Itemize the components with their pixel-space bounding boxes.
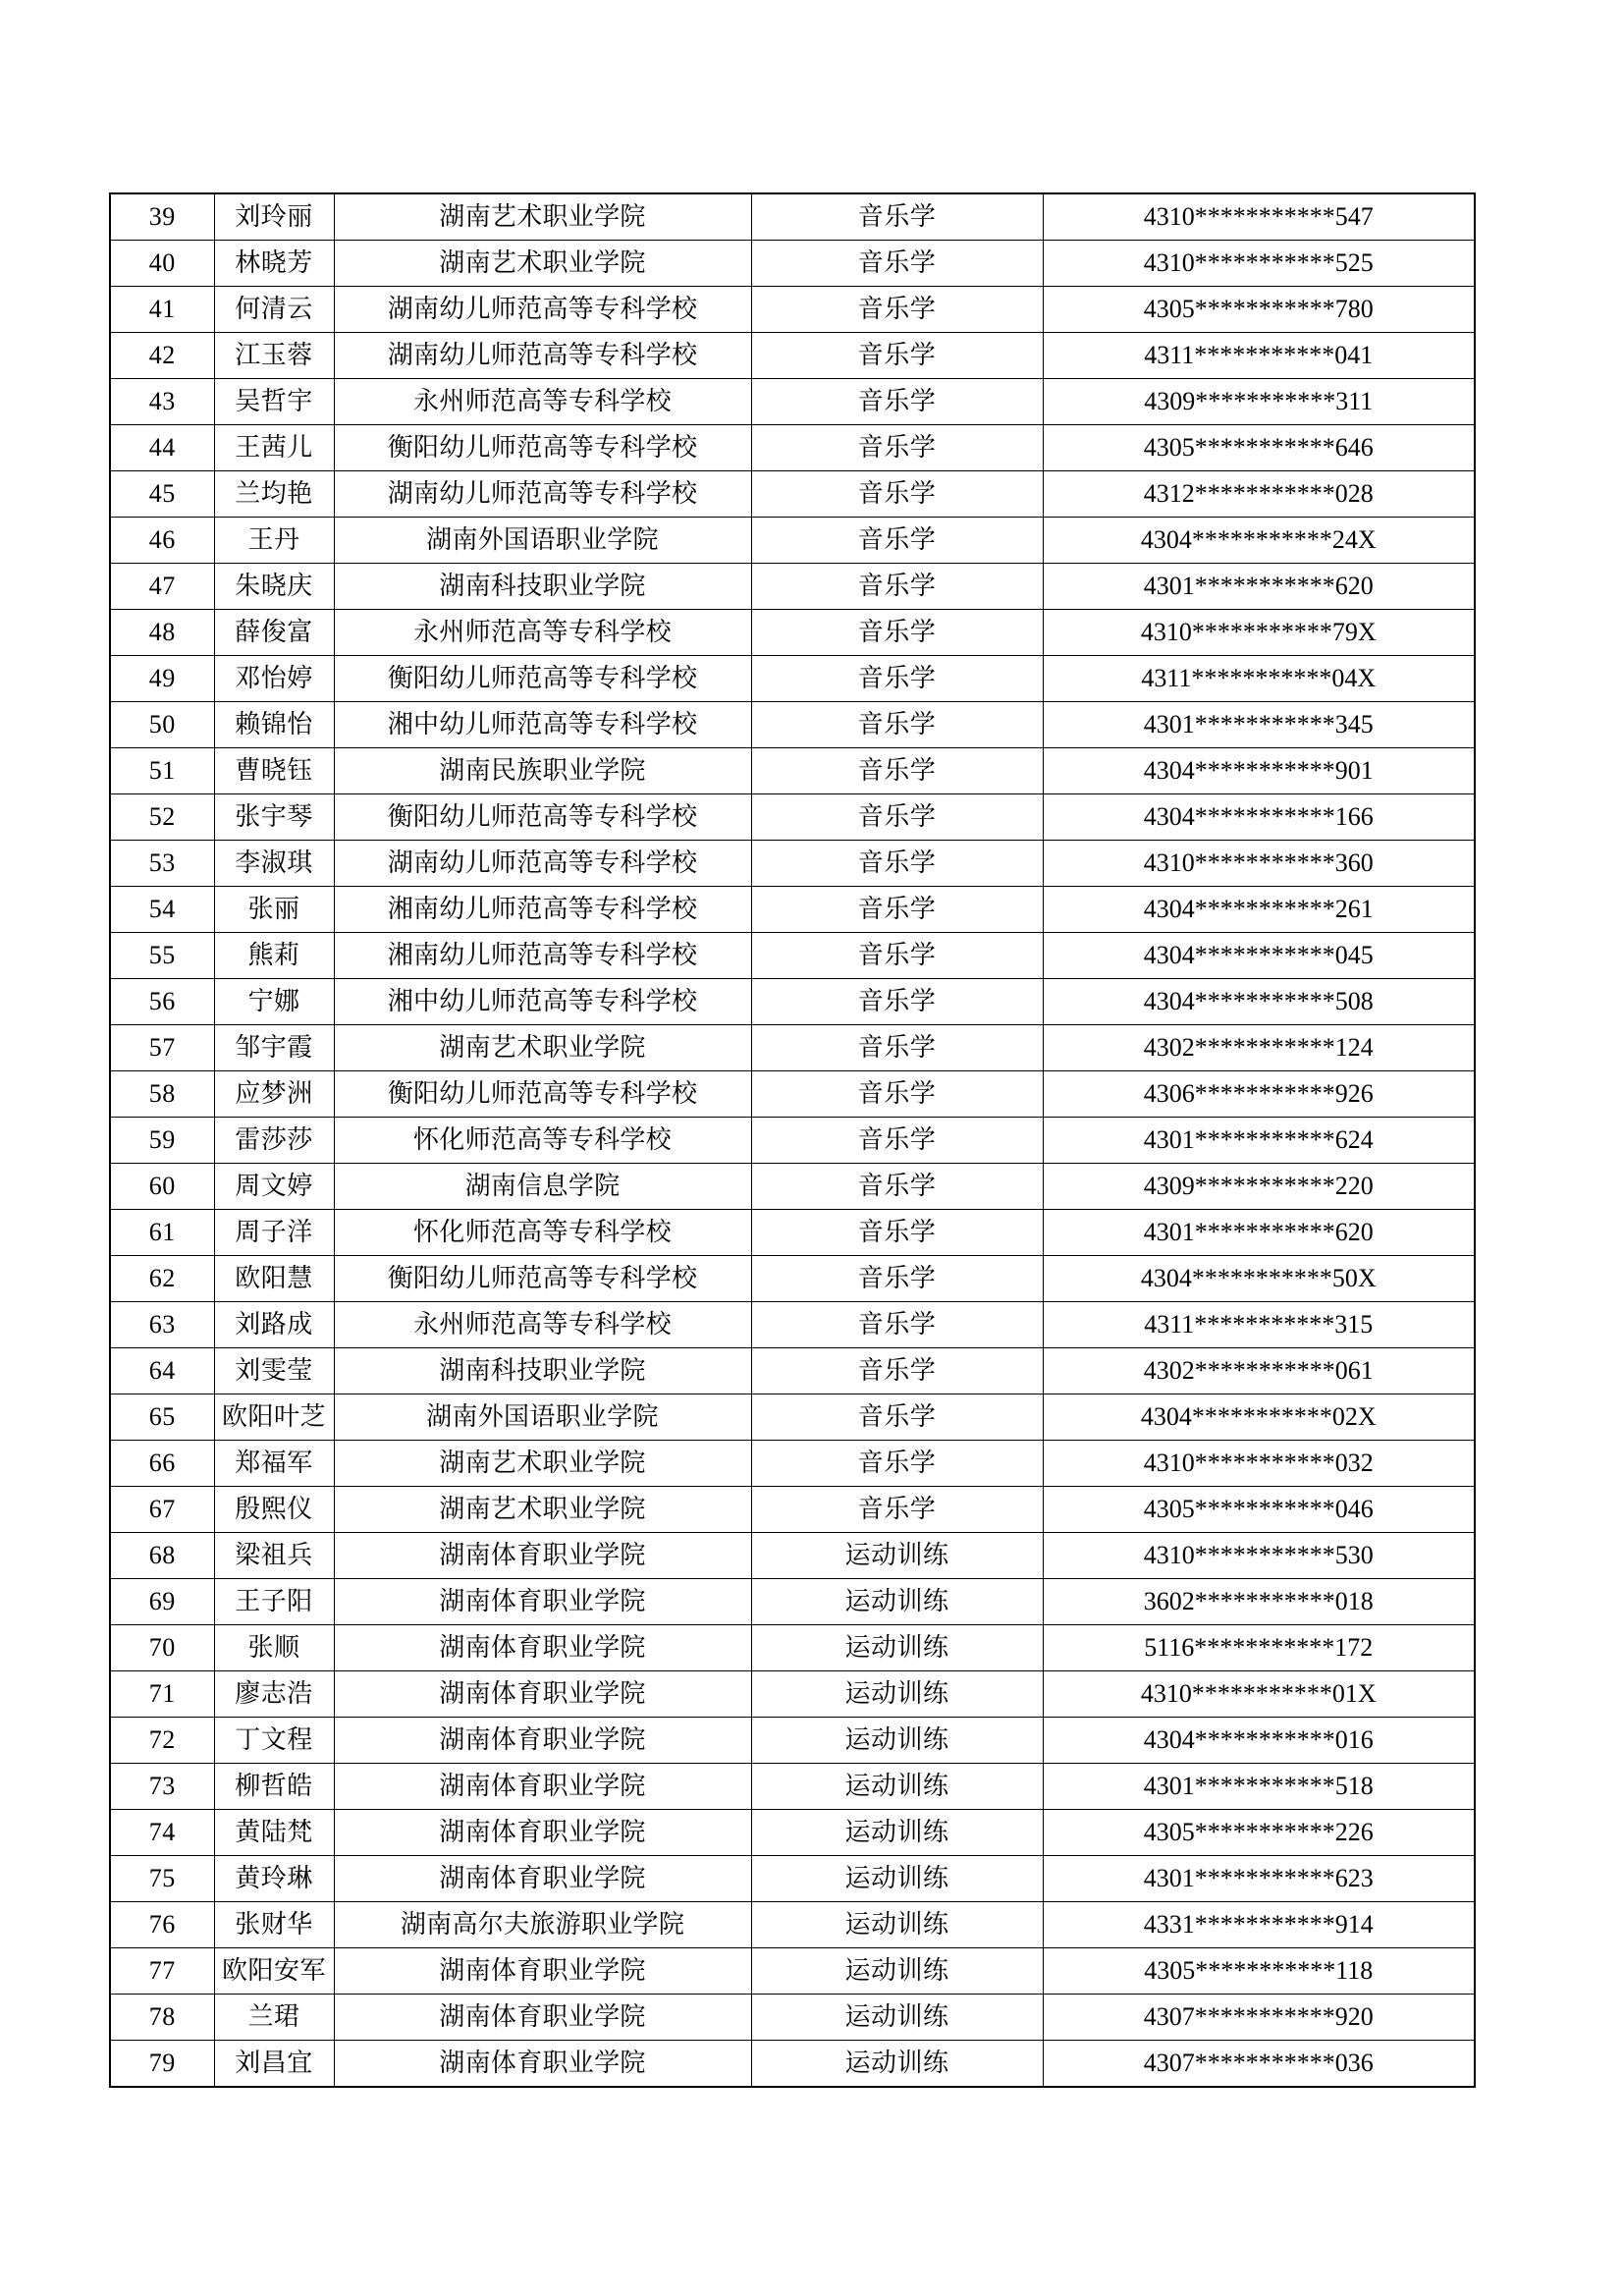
table-row [110, 1071, 1475, 1118]
major-name: 音乐学 [751, 1164, 1043, 1210]
table-row [110, 748, 1475, 794]
id-number-masked: 4310***********547 [1043, 193, 1475, 241]
major-name: 音乐学 [751, 979, 1043, 1025]
school-name: 湘南幼儿师范高等专科学校 [334, 887, 751, 933]
school-name: 湖南艺术职业学院 [334, 241, 751, 287]
candidate-name: 刘雯莹 [214, 1348, 334, 1394]
school-name: 湖南幼儿师范高等专科学校 [334, 841, 751, 887]
school-name: 湖南艺术职业学院 [334, 1025, 751, 1071]
major-name: 音乐学 [751, 794, 1043, 841]
sequence-number: 61 [110, 1210, 214, 1256]
id-number-masked: 4305***********646 [1043, 425, 1475, 471]
sequence-number: 50 [110, 702, 214, 748]
candidate-name: 林晓芳 [214, 241, 334, 287]
sequence-number: 49 [110, 656, 214, 702]
sequence-number: 69 [110, 1579, 214, 1625]
sequence-number: 41 [110, 287, 214, 333]
major-name: 音乐学 [751, 1302, 1043, 1348]
school-name: 湖南民族职业学院 [334, 748, 751, 794]
roster-table [109, 192, 1476, 2088]
major-name: 音乐学 [751, 518, 1043, 564]
table-row [110, 1302, 1475, 1348]
table-row [110, 1533, 1475, 1579]
id-number-masked: 4304***********02X [1043, 1394, 1475, 1441]
sequence-number: 64 [110, 1348, 214, 1394]
major-name: 运动训练 [751, 1625, 1043, 1671]
id-number-masked: 4301***********620 [1043, 564, 1475, 610]
candidate-name: 刘路成 [214, 1302, 334, 1348]
sequence-number: 66 [110, 1441, 214, 1487]
id-number-masked: 4304***********045 [1043, 933, 1475, 979]
id-number-masked: 4302***********124 [1043, 1025, 1475, 1071]
major-name: 音乐学 [751, 656, 1043, 702]
id-number-masked: 4304***********166 [1043, 794, 1475, 841]
table-row [110, 1764, 1475, 1810]
sequence-number: 72 [110, 1718, 214, 1764]
candidate-name: 欧阳安军 [214, 1948, 334, 1995]
sequence-number: 75 [110, 1856, 214, 1902]
sequence-number: 57 [110, 1025, 214, 1071]
id-number-masked: 4304***********24X [1043, 518, 1475, 564]
school-name: 怀化师范高等专科学校 [334, 1118, 751, 1164]
id-number-masked: 4304***********261 [1043, 887, 1475, 933]
id-number-masked: 4309***********311 [1043, 379, 1475, 425]
table-row [110, 933, 1475, 979]
table-row [110, 656, 1475, 702]
roster-table-body [110, 193, 1475, 2087]
sequence-number: 79 [110, 2041, 214, 2088]
candidate-name: 张丽 [214, 887, 334, 933]
id-number-masked: 4310***********01X [1043, 1671, 1475, 1718]
major-name: 运动训练 [751, 1764, 1043, 1810]
school-name: 湖南艺术职业学院 [334, 193, 751, 241]
candidate-name: 张宇琴 [214, 794, 334, 841]
candidate-name: 江玉蓉 [214, 333, 334, 379]
major-name: 音乐学 [751, 933, 1043, 979]
sequence-number: 58 [110, 1071, 214, 1118]
major-name: 运动训练 [751, 1671, 1043, 1718]
candidate-name: 朱晓庆 [214, 564, 334, 610]
major-name: 音乐学 [751, 1118, 1043, 1164]
candidate-name: 吴哲宇 [214, 379, 334, 425]
school-name: 衡阳幼儿师范高等专科学校 [334, 656, 751, 702]
school-name: 湖南艺术职业学院 [334, 1487, 751, 1533]
table-row [110, 1810, 1475, 1856]
id-number-masked: 4311***********315 [1043, 1302, 1475, 1348]
school-name: 湖南体育职业学院 [334, 1810, 751, 1856]
table-row [110, 1579, 1475, 1625]
id-number-masked: 4301***********620 [1043, 1210, 1475, 1256]
table-row [110, 193, 1475, 241]
candidate-name: 李淑琪 [214, 841, 334, 887]
major-name: 音乐学 [751, 1025, 1043, 1071]
id-number-masked: 4301***********518 [1043, 1764, 1475, 1810]
table-row [110, 1025, 1475, 1071]
school-name: 衡阳幼儿师范高等专科学校 [334, 1256, 751, 1302]
table-row [110, 379, 1475, 425]
id-number-masked: 4331***********914 [1043, 1902, 1475, 1948]
candidate-name: 廖志浩 [214, 1671, 334, 1718]
school-name: 衡阳幼儿师范高等专科学校 [334, 794, 751, 841]
candidate-name: 周文婷 [214, 1164, 334, 1210]
school-name: 湖南体育职业学院 [334, 1625, 751, 1671]
major-name: 音乐学 [751, 610, 1043, 656]
school-name: 湖南体育职业学院 [334, 1995, 751, 2041]
id-number-masked: 4311***********041 [1043, 333, 1475, 379]
sequence-number: 56 [110, 979, 214, 1025]
table-row [110, 1441, 1475, 1487]
candidate-name: 梁祖兵 [214, 1533, 334, 1579]
table-row [110, 841, 1475, 887]
id-number-masked: 3602***********018 [1043, 1579, 1475, 1625]
major-name: 运动训练 [751, 2041, 1043, 2088]
major-name: 音乐学 [751, 1071, 1043, 1118]
school-name: 湖南体育职业学院 [334, 1856, 751, 1902]
school-name: 湖南体育职业学院 [334, 1533, 751, 1579]
id-number-masked: 4304***********508 [1043, 979, 1475, 1025]
school-name: 湖南艺术职业学院 [334, 1441, 751, 1487]
sequence-number: 63 [110, 1302, 214, 1348]
id-number-masked: 4302***********061 [1043, 1348, 1475, 1394]
candidate-name: 张财华 [214, 1902, 334, 1948]
sequence-number: 67 [110, 1487, 214, 1533]
id-number-masked: 4311***********04X [1043, 656, 1475, 702]
candidate-name: 赖锦怡 [214, 702, 334, 748]
major-name: 运动训练 [751, 1948, 1043, 1995]
table-row [110, 1948, 1475, 1995]
school-name: 湖南体育职业学院 [334, 1718, 751, 1764]
candidate-name: 兰珺 [214, 1995, 334, 2041]
id-number-masked: 4309***********220 [1043, 1164, 1475, 1210]
sequence-number: 40 [110, 241, 214, 287]
major-name: 运动训练 [751, 1579, 1043, 1625]
school-name: 湖南科技职业学院 [334, 564, 751, 610]
table-row [110, 425, 1475, 471]
major-name: 运动训练 [751, 1810, 1043, 1856]
major-name: 运动训练 [751, 1995, 1043, 2041]
id-number-masked: 4310***********525 [1043, 241, 1475, 287]
school-name: 湖南外国语职业学院 [334, 1394, 751, 1441]
school-name: 湘中幼儿师范高等专科学校 [334, 702, 751, 748]
major-name: 音乐学 [751, 702, 1043, 748]
school-name: 湖南体育职业学院 [334, 1764, 751, 1810]
school-name: 湖南体育职业学院 [334, 1671, 751, 1718]
major-name: 音乐学 [751, 887, 1043, 933]
sequence-number: 59 [110, 1118, 214, 1164]
school-name: 永州师范高等专科学校 [334, 379, 751, 425]
roster-table-container [109, 192, 1474, 2088]
major-name: 音乐学 [751, 379, 1043, 425]
id-number-masked: 4312***********028 [1043, 471, 1475, 518]
id-number-masked: 4304***********50X [1043, 1256, 1475, 1302]
sequence-number: 47 [110, 564, 214, 610]
major-name: 音乐学 [751, 1348, 1043, 1394]
candidate-name: 邹宇霞 [214, 1025, 334, 1071]
table-row [110, 1671, 1475, 1718]
sequence-number: 68 [110, 1533, 214, 1579]
candidate-name: 何清云 [214, 287, 334, 333]
school-name: 湖南高尔夫旅游职业学院 [334, 1902, 751, 1948]
id-number-masked: 4304***********016 [1043, 1718, 1475, 1764]
major-name: 音乐学 [751, 287, 1043, 333]
table-row [110, 610, 1475, 656]
school-name: 湖南幼儿师范高等专科学校 [334, 287, 751, 333]
sequence-number: 39 [110, 193, 214, 241]
candidate-name: 丁文程 [214, 1718, 334, 1764]
major-name: 音乐学 [751, 193, 1043, 241]
school-name: 湖南外国语职业学院 [334, 518, 751, 564]
candidate-name: 刘昌宜 [214, 2041, 334, 2088]
table-row [110, 1995, 1475, 2041]
table-row [110, 1164, 1475, 1210]
candidate-name: 郑福军 [214, 1441, 334, 1487]
candidate-name: 周子洋 [214, 1210, 334, 1256]
id-number-masked: 4306***********926 [1043, 1071, 1475, 1118]
school-name: 衡阳幼儿师范高等专科学校 [334, 1071, 751, 1118]
candidate-name: 熊莉 [214, 933, 334, 979]
id-number-masked: 4310***********032 [1043, 1441, 1475, 1487]
candidate-name: 黄陆梵 [214, 1810, 334, 1856]
sequence-number: 76 [110, 1902, 214, 1948]
table-row [110, 518, 1475, 564]
sequence-number: 70 [110, 1625, 214, 1671]
table-row [110, 794, 1475, 841]
id-number-masked: 4310***********360 [1043, 841, 1475, 887]
major-name: 运动训练 [751, 1533, 1043, 1579]
school-name: 湖南幼儿师范高等专科学校 [334, 471, 751, 518]
table-row [110, 1210, 1475, 1256]
id-number-masked: 4305***********780 [1043, 287, 1475, 333]
table-row [110, 887, 1475, 933]
major-name: 音乐学 [751, 1394, 1043, 1441]
table-row [110, 1487, 1475, 1533]
candidate-name: 柳哲皓 [214, 1764, 334, 1810]
school-name: 永州师范高等专科学校 [334, 610, 751, 656]
major-name: 音乐学 [751, 1441, 1043, 1487]
major-name: 音乐学 [751, 425, 1043, 471]
major-name: 音乐学 [751, 841, 1043, 887]
major-name: 音乐学 [751, 471, 1043, 518]
sequence-number: 44 [110, 425, 214, 471]
school-name: 衡阳幼儿师范高等专科学校 [334, 425, 751, 471]
school-name: 怀化师范高等专科学校 [334, 1210, 751, 1256]
sequence-number: 54 [110, 887, 214, 933]
table-row [110, 702, 1475, 748]
sequence-number: 53 [110, 841, 214, 887]
id-number-masked: 5116***********172 [1043, 1625, 1475, 1671]
table-row [110, 979, 1475, 1025]
candidate-name: 王子阳 [214, 1579, 334, 1625]
sequence-number: 46 [110, 518, 214, 564]
id-number-masked: 4301***********345 [1043, 702, 1475, 748]
table-row [110, 1902, 1475, 1948]
major-name: 运动训练 [751, 1718, 1043, 1764]
candidate-name: 宁娜 [214, 979, 334, 1025]
major-name: 运动训练 [751, 1856, 1043, 1902]
major-name: 音乐学 [751, 1487, 1043, 1533]
table-row [110, 1718, 1475, 1764]
candidate-name: 雷莎莎 [214, 1118, 334, 1164]
candidate-name: 刘玲丽 [214, 193, 334, 241]
school-name: 永州师范高等专科学校 [334, 1302, 751, 1348]
major-name: 音乐学 [751, 333, 1043, 379]
school-name: 湖南幼儿师范高等专科学校 [334, 333, 751, 379]
sequence-number: 65 [110, 1394, 214, 1441]
id-number-masked: 4301***********623 [1043, 1856, 1475, 1902]
candidate-name: 薛俊富 [214, 610, 334, 656]
table-row [110, 1348, 1475, 1394]
candidate-name: 欧阳叶芝 [214, 1394, 334, 1441]
id-number-masked: 4307***********920 [1043, 1995, 1475, 2041]
id-number-masked: 4305***********118 [1043, 1948, 1475, 1995]
school-name: 湘中幼儿师范高等专科学校 [334, 979, 751, 1025]
candidate-name: 张顺 [214, 1625, 334, 1671]
table-row [110, 1856, 1475, 1902]
major-name: 音乐学 [751, 1256, 1043, 1302]
school-name: 湖南信息学院 [334, 1164, 751, 1210]
table-row [110, 287, 1475, 333]
candidate-name: 黄玲琳 [214, 1856, 334, 1902]
id-number-masked: 4305***********046 [1043, 1487, 1475, 1533]
sequence-number: 74 [110, 1810, 214, 1856]
candidate-name: 兰均艳 [214, 471, 334, 518]
school-name: 湖南体育职业学院 [334, 1579, 751, 1625]
sequence-number: 78 [110, 1995, 214, 2041]
sequence-number: 51 [110, 748, 214, 794]
school-name: 湖南科技职业学院 [334, 1348, 751, 1394]
id-number-masked: 4310***********530 [1043, 1533, 1475, 1579]
id-number-masked: 4310***********79X [1043, 610, 1475, 656]
id-number-masked: 4301***********624 [1043, 1118, 1475, 1164]
sequence-number: 73 [110, 1764, 214, 1810]
table-row [110, 1118, 1475, 1164]
id-number-masked: 4307***********036 [1043, 2041, 1475, 2088]
table-row [110, 333, 1475, 379]
sequence-number: 71 [110, 1671, 214, 1718]
sequence-number: 55 [110, 933, 214, 979]
sequence-number: 60 [110, 1164, 214, 1210]
sequence-number: 62 [110, 1256, 214, 1302]
table-row [110, 1394, 1475, 1441]
table-row [110, 1625, 1475, 1671]
candidate-name: 欧阳慧 [214, 1256, 334, 1302]
table-row [110, 471, 1475, 518]
sequence-number: 42 [110, 333, 214, 379]
candidate-name: 邓怡婷 [214, 656, 334, 702]
candidate-name: 殷熙仪 [214, 1487, 334, 1533]
school-name: 湖南体育职业学院 [334, 1948, 751, 1995]
sequence-number: 52 [110, 794, 214, 841]
id-number-masked: 4305***********226 [1043, 1810, 1475, 1856]
sequence-number: 43 [110, 379, 214, 425]
major-name: 音乐学 [751, 241, 1043, 287]
major-name: 运动训练 [751, 1902, 1043, 1948]
major-name: 音乐学 [751, 564, 1043, 610]
sequence-number: 45 [110, 471, 214, 518]
table-row [110, 564, 1475, 610]
major-name: 音乐学 [751, 748, 1043, 794]
candidate-name: 王丹 [214, 518, 334, 564]
sequence-number: 48 [110, 610, 214, 656]
candidate-name: 应梦洲 [214, 1071, 334, 1118]
candidate-name: 王茜儿 [214, 425, 334, 471]
major-name: 音乐学 [751, 1210, 1043, 1256]
table-row [110, 2041, 1475, 2088]
id-number-masked: 4304***********901 [1043, 748, 1475, 794]
table-row [110, 241, 1475, 287]
sequence-number: 77 [110, 1948, 214, 1995]
school-name: 湘南幼儿师范高等专科学校 [334, 933, 751, 979]
table-row [110, 1256, 1475, 1302]
candidate-name: 曹晓钰 [214, 748, 334, 794]
school-name: 湖南体育职业学院 [334, 2041, 751, 2088]
